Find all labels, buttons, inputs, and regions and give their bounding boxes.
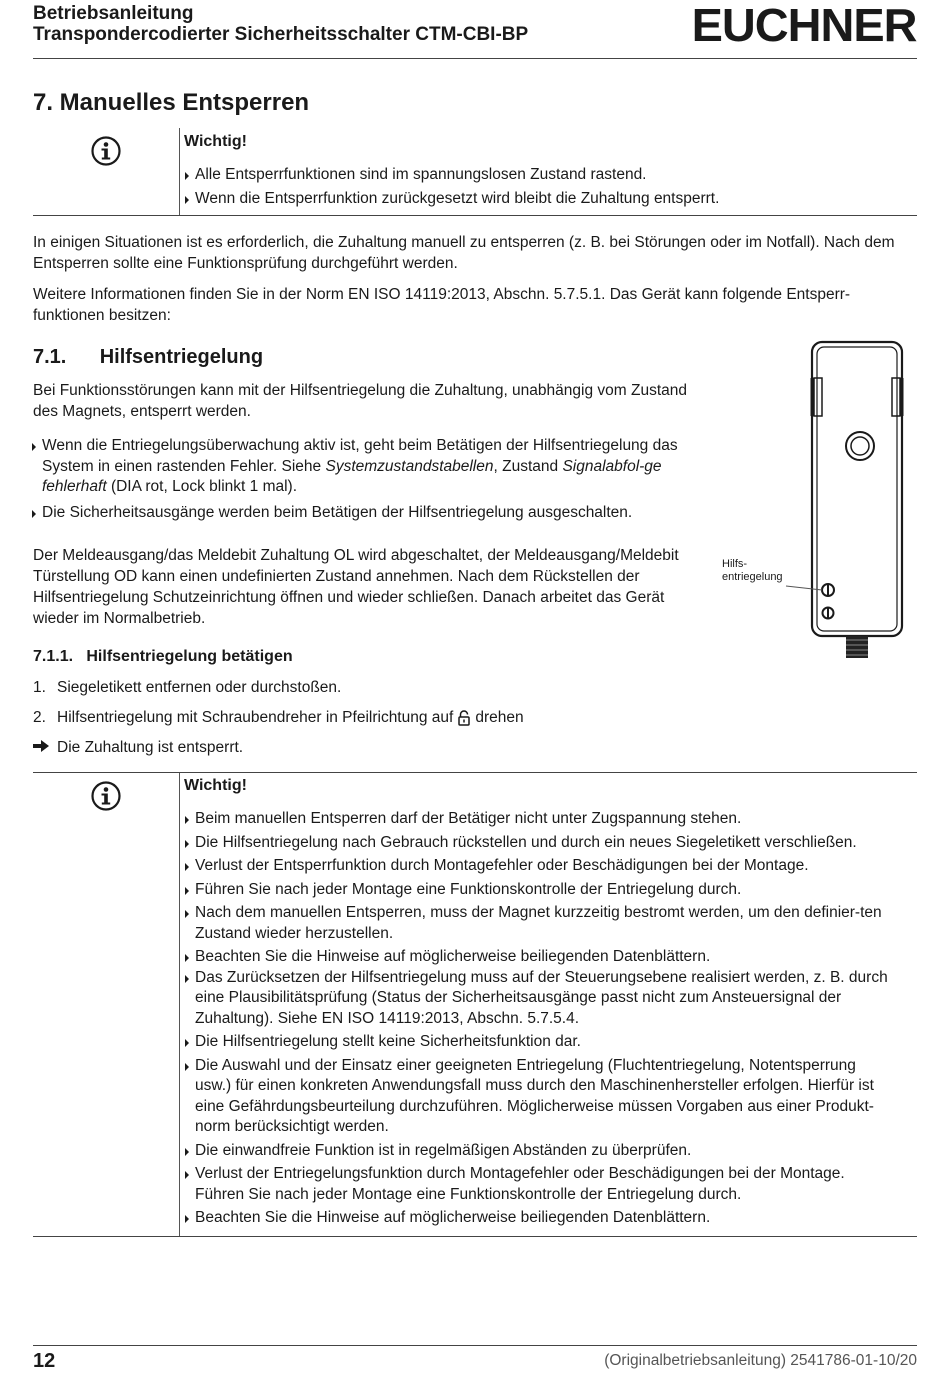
note-item: Beachten Sie die Hinweise auf möglicherweise beiliegenden Datenblättern. bbox=[184, 1208, 896, 1229]
bullet-item: Wenn die Entriegelungsüberwachung aktiv ist, geht beim Betätigen der Hilfsentriegelung das System in einen rastenden Fehler. Siehe Systemzustandstabellen, Zustand Signalabfol-ge fehlerhaft (DIA rot, Lock blinkt 1 mal). bbox=[31, 436, 705, 498]
device-figure bbox=[720, 338, 920, 668]
note-item: Alle Entsperrfunktionen sind im spannungslosen Zustand rastend. bbox=[184, 165, 904, 186]
header-divider bbox=[33, 58, 917, 59]
intro-paragraph-2: Weitere Informationen finden Sie in der Norm EN ISO 14119:2013, Abschn. 5.7.5.1. Das Gerät kann folgende Entsperr-funktionen besitzen: bbox=[33, 286, 851, 324]
info-icon bbox=[91, 781, 121, 811]
section-title: 7. Manuelles Entsperren bbox=[33, 89, 310, 116]
result-item: Die Zuhaltung ist entsperrt. bbox=[33, 737, 733, 758]
note-item: Die Hilfsentriegelung stellt keine Sicherheitsfunktion dar. bbox=[184, 1032, 896, 1053]
subsection-paragraph-2: Der Meldeausgang/das Meldebit Zuhaltung OL wird abgeschaltet, der Meldeausgang/Meldebit Türstellung OD kann einen undefinierten Zustand annehmen. Nach dem Rückstellen der Hilfsentriegelung Schutzeinrichtung öffnen und wieder schließen. Danach arbeitet das Gerät wieder im Normalbetrieb. bbox=[33, 547, 679, 627]
bullet-item: Die Sicherheitsausgänge werden beim Betätigen der Hilfsentriegelung ausgeschalten. bbox=[31, 503, 705, 524]
note-item: Das Zurücksetzen der Hilfsentriegelung muss auf der Steuerungsebene realisiert werden, z. B. durch eine Plausibilitätsprüfung (Status der Sicherheitsausgänge passt nicht zum Ansteuersignal der Zuhaltung). Siehe EN ISO 14119:2013, Abschn. 5.7.5.4. bbox=[184, 968, 896, 1030]
note-item: Wenn die Entsperrfunktion zurückgesetzt wird bleibt die Zuhaltung entsperrt. bbox=[184, 189, 904, 210]
note-list bbox=[184, 809, 896, 1232]
arrow-right-icon bbox=[33, 737, 57, 758]
note-item: Die Hilfsentriegelung nach Gebrauch rückstellen und durch ein neues Siegeletikett verschließen. bbox=[184, 833, 896, 854]
device-drawing bbox=[720, 338, 920, 668]
note-item: Verlust der Entriegelungsfunktion durch Montagefehler oder Beschädigungen bei der Montage. Führen Sie nach jeder Montage eine Funktionskontrolle der Entriegelung durch. bbox=[184, 1164, 896, 1205]
subsection-title: 7.1. Hilfsentriegelung bbox=[33, 346, 264, 368]
step-item: 1. Siegeletikett entfernen oder durchstoßen. bbox=[33, 679, 342, 696]
step-item: 2. Hilfsentriegelung mit Schraubendreher in Pfeilrichtung auf drehen bbox=[33, 709, 524, 726]
important-note-2 bbox=[33, 773, 917, 1236]
euchner-logo: EUCHNER bbox=[691, 0, 916, 51]
figure-callout-label: Hilfs- entriegelung bbox=[722, 558, 783, 583]
note-item: Führen Sie nach jeder Montage eine Funktionskontrolle der Entriegelung durch. bbox=[184, 880, 896, 901]
document-reference: (Originalbetriebsanleitung) 2541786-01-10/20 bbox=[604, 1352, 917, 1369]
footer-divider bbox=[33, 1345, 917, 1346]
info-icon bbox=[91, 136, 121, 166]
note-list bbox=[184, 165, 904, 212]
subsection-paragraph-1: Bei Funktionsstörungen kann mit der Hilfsentriegelung die Zuhaltung, unabhängig vom Zustand des Magnets, entsperrt werden. bbox=[33, 382, 687, 420]
note-item: Die Auswahl und der Einsatz einer geeigneten Entriegelung (Fluchtentriegelung, Notentsperrung usw.) für einen konkreten Anwendungsfall muss durch den Maschinenhersteller erfolgen. Hierfür ist eine Gefährdungsbeurteilung durchzuführen. Möglicherweise müssen Vorgaben aus einer Produkt-norm berücksichtigt werden. bbox=[184, 1056, 896, 1138]
note-item: Nach dem manuellen Entsperren, muss der Magnet kurzzeitig bestromt werden, um den definier-ten Zustand wieder herzustellen. bbox=[184, 903, 896, 944]
note-item: Beim manuellen Entsperren darf der Betätiger nicht unter Zugspannung stehen. bbox=[184, 809, 896, 830]
note-item: Verlust der Entsperrfunktion durch Montagefehler oder Beschädigungen bei der Montage. bbox=[184, 856, 896, 877]
note-item: Die einwandfreie Funktion ist in regelmäßigen Abständen zu überprüfen. bbox=[184, 1141, 896, 1162]
note-item: Beachten Sie die Hinweise auf möglicherweise beiliegenden Datenblättern. bbox=[184, 947, 896, 968]
product-title: Transpondercodierter Sicherheitsschalter CTM-CBI-BP bbox=[33, 24, 529, 45]
note-divider bbox=[179, 128, 180, 215]
step-list bbox=[33, 677, 733, 758]
unlock-icon bbox=[457, 710, 471, 726]
note-bottom-rule bbox=[33, 215, 917, 216]
subsubsection-title: 7.1.1. Hilfsentriegelung betätigen bbox=[33, 648, 293, 665]
note-divider bbox=[179, 773, 180, 1236]
important-note-1 bbox=[33, 128, 917, 215]
page-number: 12 bbox=[33, 1350, 56, 1372]
note-heading: Wichtig! bbox=[184, 133, 247, 150]
note-heading: Wichtig! bbox=[184, 777, 247, 794]
note2-bottom-rule bbox=[33, 1236, 917, 1237]
intro-paragraph-1: In einigen Situationen ist es erforderlich, die Zuhaltung manuell zu entsperren (z. B. bei Störungen oder im Notfall). Nach dem Entsperren sollte eine Funktionsprüfung durchgeführt werden. bbox=[33, 234, 895, 272]
subsection-bullets bbox=[31, 436, 705, 526]
document-type: Betriebsanleitung bbox=[33, 3, 194, 24]
